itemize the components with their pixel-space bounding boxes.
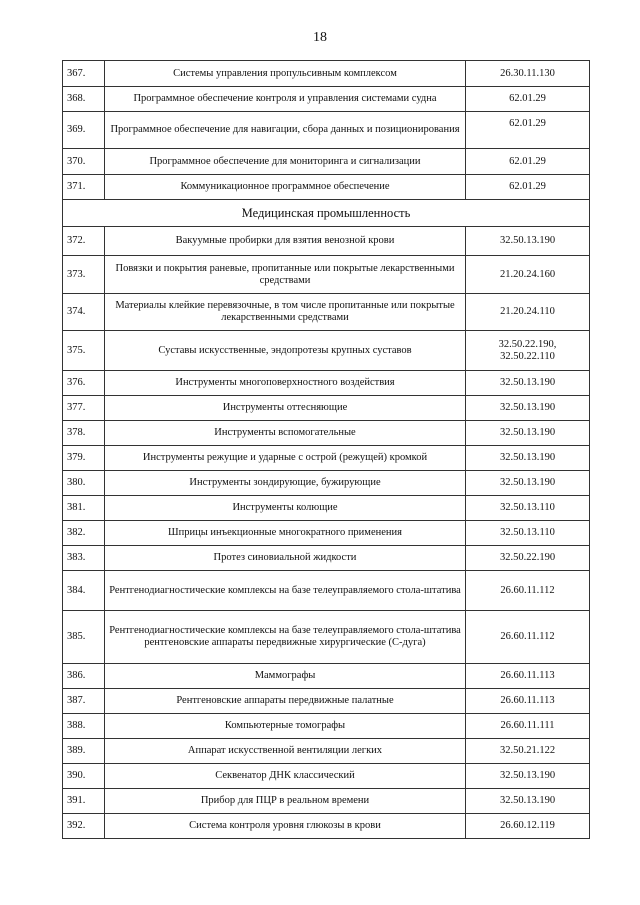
okpd-code: 26.60.11.112: [466, 571, 590, 611]
table-row: [63, 739, 590, 764]
product-name: Системы управления пропульсивным комплексом: [105, 61, 466, 87]
row-number: 374.: [63, 294, 105, 331]
table-row: [63, 331, 590, 371]
table-row: [63, 571, 590, 611]
row-number: 378.: [63, 421, 105, 446]
product-name: Вакуумные пробирки для взятия венозной крови: [105, 227, 466, 256]
table-row: [63, 471, 590, 496]
product-name: Инструменты зондирующие, бужирующие: [105, 471, 466, 496]
row-number: 384.: [63, 571, 105, 611]
product-name: Программное обеспечение для мониторинга и сигнализации: [105, 149, 466, 175]
product-name: Прибор для ПЦР в реальном времени: [105, 789, 466, 814]
table-row: [63, 714, 590, 739]
row-number: 368.: [63, 87, 105, 112]
row-number: 373.: [63, 256, 105, 294]
okpd-code: 32.50.13.190: [466, 396, 590, 421]
okpd-code: 26.30.11.130: [466, 61, 590, 87]
okpd-code: 32.50.22.190, 32.50.22.110: [466, 331, 590, 371]
okpd-code: 62.01.29: [466, 175, 590, 200]
okpd-code: 32.50.13.190: [466, 446, 590, 471]
okpd-code: 32.50.13.190: [466, 227, 590, 256]
table-row: [63, 446, 590, 471]
okpd-code: 32.50.13.190: [466, 421, 590, 446]
page-number: 18: [313, 30, 327, 45]
product-name: Аппарат искусственной вентиляции легких: [105, 739, 466, 764]
table-row: [63, 521, 590, 546]
okpd-code: 32.50.13.190: [466, 789, 590, 814]
table-row: [63, 149, 590, 175]
table-row: [63, 546, 590, 571]
row-number: 388.: [63, 714, 105, 739]
row-number: 367.: [63, 61, 105, 87]
okpd-code: 62.01.29: [466, 112, 590, 149]
product-name: Программное обеспечение для навигации, сбора данных и позиционирования: [105, 112, 466, 149]
okpd-code: 26.60.11.112: [466, 611, 590, 664]
table-row: [63, 496, 590, 521]
product-name: Протез синовиальной жидкости: [105, 546, 466, 571]
okpd-code: 26.60.12.119: [466, 814, 590, 839]
product-name: Рентгенодиагностические комплексы на базе телеуправляемого стола-штатива рентгеновские аппараты передвижные хирургические (С-дуга): [105, 611, 466, 664]
product-name: Маммографы: [105, 664, 466, 689]
product-name: Инструменты вспомогательные: [105, 421, 466, 446]
row-number: 389.: [63, 739, 105, 764]
table-row: [63, 112, 590, 149]
product-name: Рентгеновские аппараты передвижные палатные: [105, 689, 466, 714]
okpd-code: 21.20.24.110: [466, 294, 590, 331]
table-row: [63, 789, 590, 814]
okpd-code: 21.20.24.160: [466, 256, 590, 294]
product-name: Повязки и покрытия раневые, пропитанные или покрытые лекарственными средствами: [105, 256, 466, 294]
row-number: 380.: [63, 471, 105, 496]
row-number: 375.: [63, 331, 105, 371]
product-name: Секвенатор ДНК классический: [105, 764, 466, 789]
okpd-code: 32.50.22.190: [466, 546, 590, 571]
table-row: [63, 371, 590, 396]
product-name: Рентгенодиагностические комплексы на базе телеуправляемого стола-штатива: [105, 571, 466, 611]
product-name: Материалы клейкие перевязочные, в том числе пропитанные или покрытые лекарственными средствами: [105, 294, 466, 331]
table-row: [63, 227, 590, 256]
products-table: [62, 60, 590, 839]
row-number: 392.: [63, 814, 105, 839]
table-row: [63, 611, 590, 664]
okpd-code: 32.50.13.190: [466, 471, 590, 496]
row-number: 370.: [63, 149, 105, 175]
row-number: 386.: [63, 664, 105, 689]
product-name: Система контроля уровня глюкозы в крови: [105, 814, 466, 839]
product-name: Инструменты оттесняющие: [105, 396, 466, 421]
product-name: Программное обеспечение контроля и управления системами судна: [105, 87, 466, 112]
product-name: Коммуникационное программное обеспечение: [105, 175, 466, 200]
product-name: Шприцы инъекционные многократного применения: [105, 521, 466, 546]
row-number: 391.: [63, 789, 105, 814]
okpd-code: 32.50.21.122: [466, 739, 590, 764]
row-number: 376.: [63, 371, 105, 396]
row-number: 390.: [63, 764, 105, 789]
section-title: Медицинская промышленность: [63, 200, 590, 227]
okpd-code: 26.60.11.113: [466, 664, 590, 689]
row-number: 379.: [63, 446, 105, 471]
okpd-code: 32.50.13.110: [466, 521, 590, 546]
table-row: [63, 294, 590, 331]
product-name: Инструменты колющие: [105, 496, 466, 521]
row-number: 385.: [63, 611, 105, 664]
table-row: [63, 396, 590, 421]
okpd-code: 32.50.13.110: [466, 496, 590, 521]
table-row: [63, 87, 590, 112]
row-number: 377.: [63, 396, 105, 421]
table-row: [63, 814, 590, 839]
row-number: 381.: [63, 496, 105, 521]
okpd-code: 62.01.29: [466, 87, 590, 112]
okpd-code: 32.50.13.190: [466, 764, 590, 789]
product-name: Суставы искусственные, эндопротезы крупных суставов: [105, 331, 466, 371]
table-row: [63, 664, 590, 689]
table-row: [63, 689, 590, 714]
product-name: Инструменты режущие и ударные с острой (режущей) кромкой: [105, 446, 466, 471]
row-number: 371.: [63, 175, 105, 200]
table-row: [63, 256, 590, 294]
section-header-row: [63, 200, 590, 227]
row-number: 369.: [63, 112, 105, 149]
okpd-code: 32.50.13.190: [466, 371, 590, 396]
row-number: 387.: [63, 689, 105, 714]
table-row: [63, 764, 590, 789]
okpd-code: 62.01.29: [466, 149, 590, 175]
table-row: [63, 61, 590, 87]
product-name: Компьютерные томографы: [105, 714, 466, 739]
row-number: 383.: [63, 546, 105, 571]
okpd-code: 26.60.11.113: [466, 689, 590, 714]
okpd-code: 26.60.11.111: [466, 714, 590, 739]
table-row: [63, 175, 590, 200]
table-row: [63, 421, 590, 446]
product-name: Инструменты многоповерхностного воздействия: [105, 371, 466, 396]
row-number: 372.: [63, 227, 105, 256]
row-number: 382.: [63, 521, 105, 546]
